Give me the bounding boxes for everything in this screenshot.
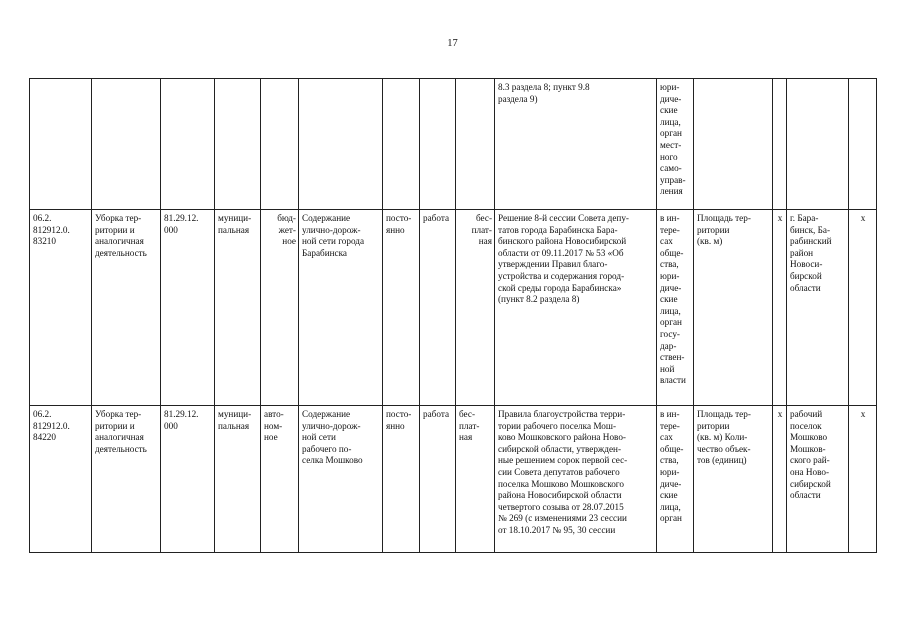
content-cell: Содержание улично-дорож- ной сети рабочего по- селка Мошково: [299, 406, 383, 553]
volume-indicator-cell: Площадь тер- ритории (кв. м): [694, 210, 773, 406]
table-row: [30, 79, 877, 210]
legal-basis-cell: Правила благоустройства терри- тории рабочего поселка Мош- ково Мошковского района Ново- сибирской области, утвержден- ные решением сорок первой сес- сии Совета депутатов рабочего поселка Мошково Мошковского района Новосибирской области четвертого созыва от 28.07.2015 № 269 (с изменениями 23 сессии от 18.10.2017 № 95, 30 сессии: [495, 406, 657, 553]
okved-code-cell: 81.29.12. 000: [161, 210, 215, 406]
registry-code-cell: 06.2. 812912.0. 84220: [30, 406, 92, 553]
service-type-cell: муници- пальная: [215, 210, 261, 406]
quality-indicator-cell: [773, 79, 787, 210]
payment-cell: [456, 79, 495, 210]
note-cell: х: [849, 210, 877, 406]
service-type-cell: [215, 79, 261, 210]
consumers-cell: юри- диче- ские лица, орган мест- ного само- управ- ления: [657, 79, 694, 210]
table-row: [30, 210, 877, 406]
periodicity-cell: посто- янно: [383, 210, 420, 406]
consumers-cell: в ин- тере- сах обще- ства, юри- диче- ские лица, орган госу- дар- ствен- ной власти: [657, 210, 694, 406]
location-cell: рабочий поселок Мошково Мошков- ского рай- она Ново- сибирской области: [787, 406, 849, 553]
registry-code-cell: 06.2. 812912.0. 83210: [30, 210, 92, 406]
volume-indicator-cell: [694, 79, 773, 210]
okved-code-cell: 81.29.12. 000: [161, 406, 215, 553]
okved-code-cell: [161, 79, 215, 210]
note-cell: х: [849, 406, 877, 553]
consumers-cell: в ин- тере- сах обще- ства, юри- диче- ские лица, орган: [657, 406, 694, 553]
table-row: [30, 406, 877, 553]
volume-indicator-cell: Площадь тер- ритории (кв. м) Коли- чество объек- тов (единиц): [694, 406, 773, 553]
payment-cell: бес- плат- ная: [456, 210, 495, 406]
registry-code-cell: [30, 79, 92, 210]
note-cell: [849, 79, 877, 210]
location-cell: г. Бара- бинск, Ба- рабинский район Новоси- бирской области: [787, 210, 849, 406]
payment-cell: бес- плат- ная: [456, 406, 495, 553]
quality-indicator-cell: х: [773, 406, 787, 553]
institution-type-cell: авто- ном- ное: [261, 406, 299, 553]
institution-type-cell: [261, 79, 299, 210]
page-number: 17: [447, 38, 458, 49]
institution-type-cell: бюд- жет- ное: [261, 210, 299, 406]
content-cell: Содержание улично-дорож- ной сети города Барабинска: [299, 210, 383, 406]
activity-name-cell: Уборка тер- ритории и аналогичная деятельность: [92, 406, 161, 553]
kind-cell: работа: [420, 210, 456, 406]
content-cell: [299, 79, 383, 210]
activity-name-cell: Уборка тер- ритории и аналогичная деятельность: [92, 210, 161, 406]
legal-basis-cell: Решение 8-й сессии Совета депу- татов города Барабинска Бара- бинского района Новосибирской области от 09.11.2017 № 53 «Об утверждении Правил благо- устройства и содержания город- ской среды города Барабинска» (пункт 8.2 раздела 8): [495, 210, 657, 406]
activity-name-cell: [92, 79, 161, 210]
registry-table: [29, 78, 877, 553]
kind-cell: [420, 79, 456, 210]
legal-basis-cell: 8.3 раздела 8; пункт 9.8 раздела 9): [495, 79, 657, 210]
service-type-cell: муници- пальная: [215, 406, 261, 553]
quality-indicator-cell: х: [773, 210, 787, 406]
periodicity-cell: посто- янно: [383, 406, 420, 553]
kind-cell: работа: [420, 406, 456, 553]
periodicity-cell: [383, 79, 420, 210]
location-cell: [787, 79, 849, 210]
